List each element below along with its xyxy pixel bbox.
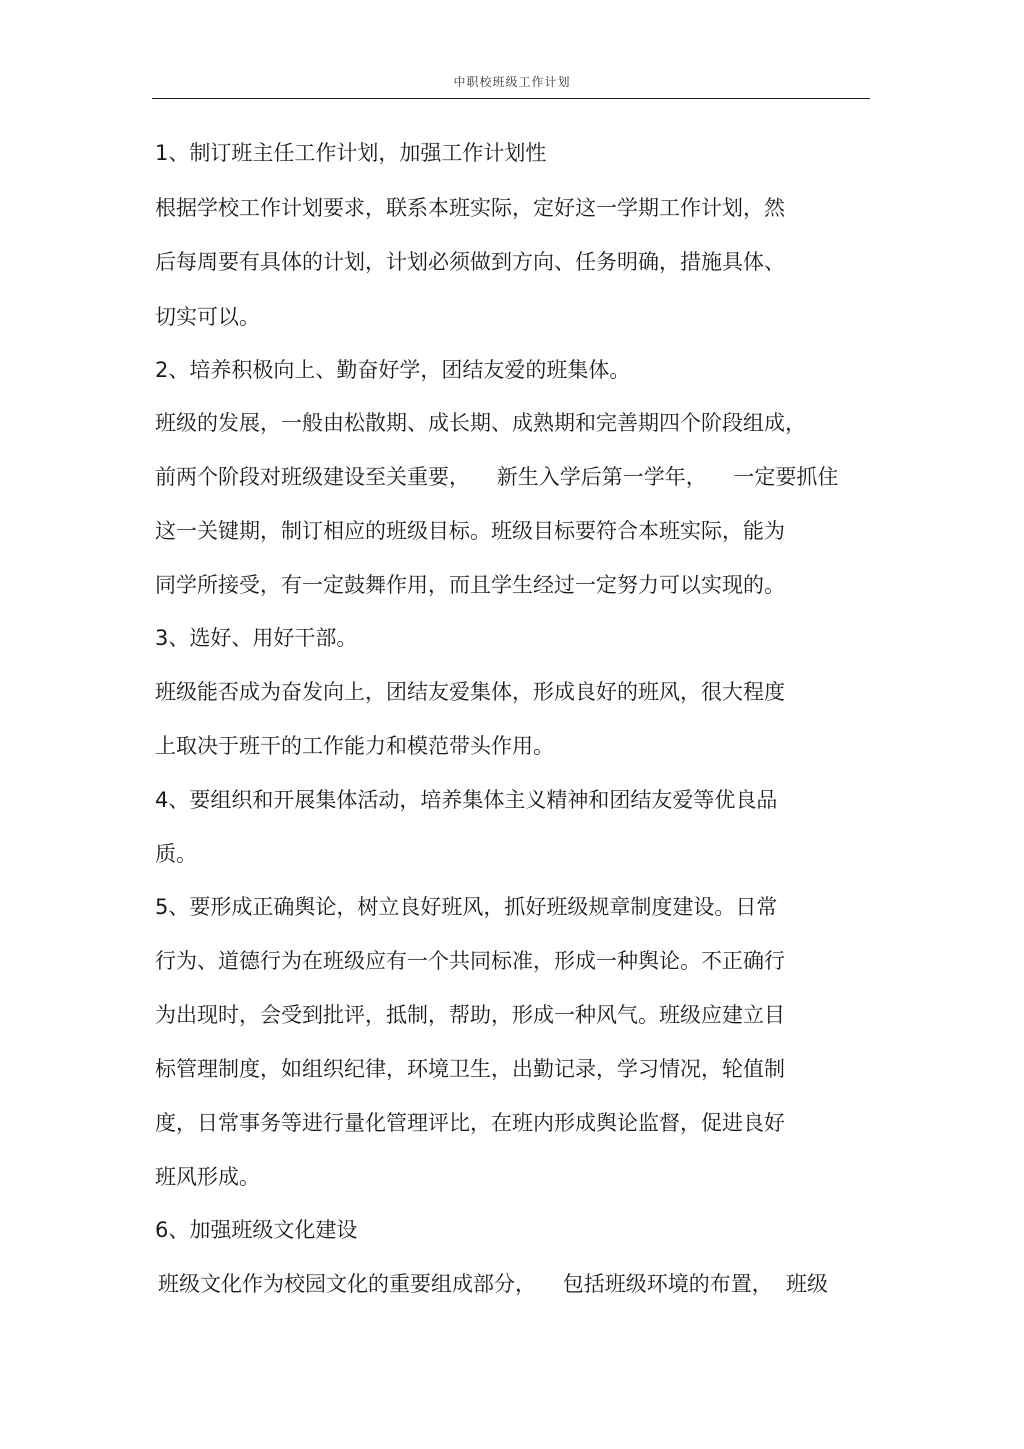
paragraph-line: 这一关键期，制订相应的班级目标。班级目标要符合本班实际，能为 — [155, 519, 785, 543]
paragraph-line: 班级能否成为奋发向上，团结友爱集体，形成良好的班风，很大程度 — [155, 680, 785, 704]
header-divider — [152, 98, 870, 99]
page-header-title: 中职校班级工作计划 — [453, 75, 571, 89]
heading-3: 3、选好、用好干部。 — [155, 626, 358, 650]
paragraph-line: 根据学校工作计划要求，联系本班实际，定好这一学期工作计划，然 — [155, 196, 785, 220]
heading-5: 5、要形成正确舆论，树立良好班风，抓好班级规章制度建设。日常 — [155, 895, 778, 919]
paragraph-line: 班风形成。 — [155, 1165, 260, 1189]
heading-4: 4、要组织和开展集体活动，培养集体主义精神和团结友爱等优良品 — [155, 788, 778, 812]
heading-1: 1、制订班主任工作计划，加强工作计划性 — [155, 141, 547, 165]
paragraph-line: 班级文化作为校园文化的重要组成部分， 包括班级环境的布置， 班级 — [158, 1272, 829, 1296]
paragraph-line: 质。 — [155, 842, 197, 866]
paragraph-line: 上取决于班干的工作能力和模范带头作用。 — [155, 734, 554, 758]
paragraph-line: 为出现时，会受到批评，抵制，帮助，形成一种风气。班级应建立目 — [155, 1003, 785, 1027]
paragraph-line: 度，日常事务等进行量化管理评比，在班内形成舆论监督，促进良好 — [155, 1111, 785, 1135]
paragraph-line: 同学所接受，有一定鼓舞作用，而且学生经过一定努力可以实现的。 — [155, 573, 785, 597]
paragraph-line: 切实可以。 — [155, 305, 260, 329]
paragraph-line: 班级的发展，一般由松散期、成长期、成熟期和完善期四个阶段组成， — [155, 411, 806, 435]
heading-6: 6、加强班级文化建设 — [155, 1218, 358, 1242]
paragraph-line: 行为、道德行为在班级应有一个共同标准，形成一种舆论。不正确行 — [155, 949, 785, 973]
paragraph-line: 标管理制度，如组织纪律，环境卫生，出勤记录，学习情况，轮值制 — [155, 1057, 785, 1081]
paragraph-line: 后每周要有具体的计划，计划必须做到方向、任务明确，措施具体、 — [155, 250, 785, 274]
heading-2: 2、培养积极向上、勤奋好学，团结友爱的班集体。 — [155, 358, 631, 382]
paragraph-line: 前两个阶段对班级建设至关重要， 新生入学后第一学年， 一定要抓住 — [155, 465, 839, 489]
